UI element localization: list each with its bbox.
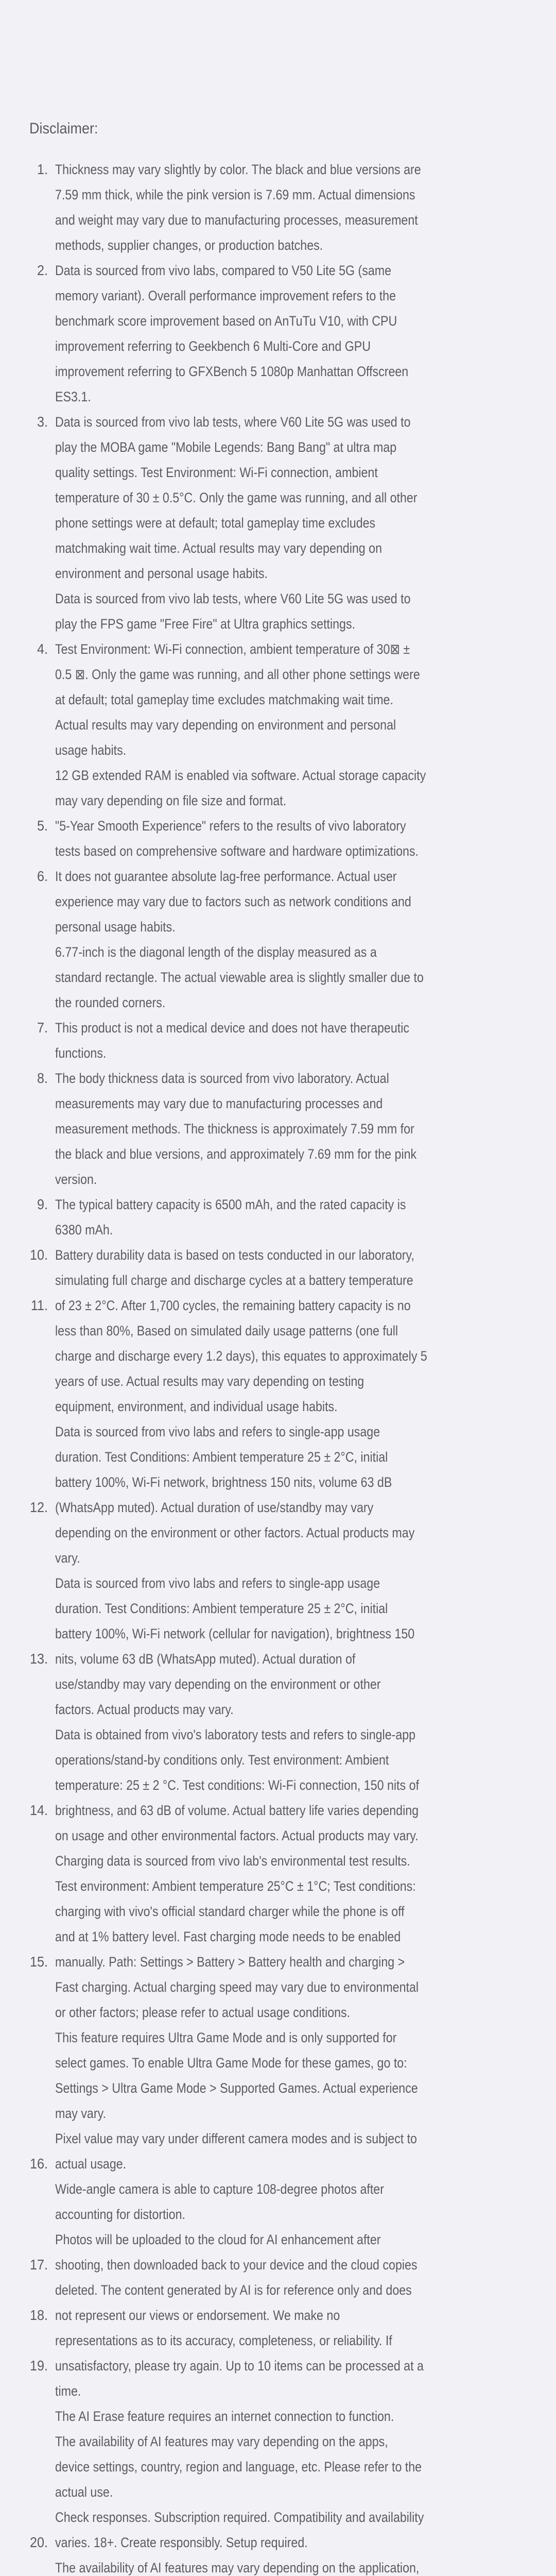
list-item-first-line: Data is sourced from vivo labs, compared to V50 Lite 5G (same xyxy=(55,263,392,278)
list-item-line: factors. Actual products may vary. xyxy=(55,1702,234,1717)
list-item-line: functions. xyxy=(55,1045,107,1061)
list-item-line: improvement referring to Geekbench 6 Multi-Core and GPU xyxy=(55,338,371,354)
list-item-first-line: shooting, then downloaded back to your device and the cloud copies xyxy=(55,2257,418,2273)
list-item-line: quality settings. Test Environment: Wi-Fi connection, ambient xyxy=(55,465,378,480)
list-item-line: time. xyxy=(55,2383,81,2399)
list-item-line: Charging data is sourced from vivo lab's environmental test results. xyxy=(55,1853,410,1869)
list-item-line: Wide-angle camera is able to capture 108-degree photos after xyxy=(55,2181,384,2197)
list-item-line: play the FPS game "Free Fire" at Ultra graphics settings. xyxy=(55,616,356,632)
list-item-line: personal usage habits. xyxy=(55,919,176,935)
list-item-number: 10. xyxy=(29,1247,48,1263)
list-item-first-line: Test Environment: Wi-Fi connection, ambient temperature of 30⊠ ± xyxy=(55,641,410,657)
list-item-first-line: actual usage. xyxy=(55,2156,127,2172)
list-item-line: memory variant). Overall performance improvement refers to the xyxy=(55,288,396,303)
list-item-line: the black and blue versions, and approximately 7.69 mm for the pink xyxy=(55,1146,417,1162)
list-item-line: operations/stand-by conditions only. Test environment: Ambient xyxy=(55,1752,389,1768)
list-item-first-line: (WhatsApp muted). Actual duration of use/standby may vary xyxy=(55,1500,374,1515)
list-item-line: Actual results may vary depending on environment and personal xyxy=(55,717,396,733)
list-item-number: 14. xyxy=(29,1802,48,1818)
list-item-number: 19. xyxy=(29,2358,48,2374)
list-item-line: Photos will be uploaded to the cloud for AI enhancement after xyxy=(55,2232,381,2247)
list-item-line: on usage and other environmental factors. Actual products may vary. xyxy=(55,1828,419,1843)
list-item-number: 4. xyxy=(37,641,48,657)
list-item-line: representations as to its accuracy, completeness, or reliability. If xyxy=(55,2333,392,2348)
list-item-line: simulating full charge and discharge cycles at a battery temperature xyxy=(55,1273,413,1288)
list-item-first-line: nits, volume 63 dB (WhatsApp muted). Actual duration of xyxy=(55,1651,356,1667)
list-item-line: and weight may vary due to manufacturing processes, measurement xyxy=(55,212,418,228)
list-item-line: Data is sourced from vivo lab tests, where V60 Lite 5G was used to xyxy=(55,591,411,606)
list-item-line: Data is obtained from vivo's laboratory tests and refers to single-app xyxy=(55,1727,416,1742)
list-item-number: 3. xyxy=(37,414,48,430)
list-item-first-line: varies. 18+. Create responsibly. Setup required. xyxy=(55,2535,308,2550)
list-item-line: duration. Test Conditions: Ambient temperature 25 ± 2°C, initial xyxy=(55,1601,388,1616)
list-item-line: 6380 mAh. xyxy=(55,1222,113,1238)
list-item-line: methods, supplier changes, or production batches. xyxy=(55,238,323,253)
list-item-line: Data is sourced from vivo labs and refers to single-app usage xyxy=(55,1575,380,1591)
list-item-number: 12. xyxy=(29,1499,48,1515)
list-item-number: 9. xyxy=(37,1196,48,1212)
list-item-line: duration. Test Conditions: Ambient temperature 25 ± 2°C, initial xyxy=(55,1449,388,1465)
list-item-number: 2. xyxy=(37,262,48,278)
list-item-number: 11. xyxy=(30,1297,48,1313)
list-item-line: 12 GB extended RAM is enabled via software. Actual storage capacity xyxy=(55,768,426,783)
list-item-line: and at 1% battery level. Fast charging mode needs to be enabled xyxy=(55,1929,401,1944)
list-item-line: equipment, environment, and individual usage habits. xyxy=(55,1399,338,1414)
list-item-line: Data is sourced from vivo labs and refers to single-app usage xyxy=(55,1424,380,1439)
list-item-line: standard rectangle. The actual viewable area is slightly smaller due to xyxy=(55,970,424,985)
list-item-line: 0.5 ⊠. Only the game was running, and all other phone settings were xyxy=(55,667,420,682)
list-item-line: may vary depending on file size and format. xyxy=(55,793,287,808)
list-item-line: the rounded corners. xyxy=(55,995,166,1010)
list-item-number: 6. xyxy=(37,868,48,884)
list-item-number: 1. xyxy=(37,161,48,177)
list-item-line: Pixel value may vary under different camera modes and is subject to xyxy=(55,2131,417,2146)
list-item-line: accounting for distortion. xyxy=(55,2207,185,2222)
list-item-first-line: Battery durability data is based on tests conducted in our laboratory, xyxy=(55,1247,414,1263)
list-item-first-line: Data is sourced from vivo lab tests, where V60 Lite 5G was used to xyxy=(55,414,411,430)
list-item-line: experience may vary due to factors such as network conditions and xyxy=(55,894,411,909)
list-item-line: The availability of AI features may vary depending on the application, xyxy=(55,2560,420,2575)
list-item-line: phone settings were at default; total gameplay time excludes xyxy=(55,515,376,531)
list-item-line: 7.59 mm thick, while the pink version is 7.69 mm. Actual dimensions xyxy=(55,187,415,202)
list-item-first-line: This product is not a medical device and does not have therapeutic xyxy=(55,1020,409,1036)
list-item-line: temperature of 30 ± 0.5°C. Only the game was running, and all other xyxy=(55,490,418,505)
list-item-first-line: brightness, and 63 dB of volume. Actual battery life varies depending xyxy=(55,1803,419,1818)
list-item-line: play the MOBA game "Mobile Legends: Bang Bang" at ultra map xyxy=(55,439,397,455)
list-item-first-line: The typical battery capacity is 6500 mAh, and the rated capacity is xyxy=(55,1197,406,1212)
list-item-line: usage habits. xyxy=(55,742,127,758)
list-item-first-line: It does not guarantee absolute lag-free performance. Actual user xyxy=(55,869,397,884)
list-item-line: The availability of AI features may vary depending on the apps, xyxy=(55,2434,388,2449)
list-item-line: version. xyxy=(55,1172,97,1187)
list-item-line: Fast charging. Actual charging speed may vary due to environmental xyxy=(55,1979,419,1995)
list-item-line: measurement methods. The thickness is approximately 7.59 mm for xyxy=(55,1121,414,1137)
list-item-number: 7. xyxy=(37,1020,48,1036)
list-item-line: actual use. xyxy=(55,2484,113,2500)
list-item-first-line: manually. Path: Settings > Battery > Battery health and charging > xyxy=(55,1954,405,1970)
list-item-line: This feature requires Ultra Game Mode and is only supported for xyxy=(55,2030,397,2045)
list-item-number: 13. xyxy=(29,1651,48,1667)
list-item-number: 20. xyxy=(29,2534,48,2550)
list-item-number: 17. xyxy=(29,2257,48,2273)
list-item-line: use/standby may vary depending on the environment or other xyxy=(55,1676,381,1692)
list-item-line: charge and discharge every 1.2 days), this equates to approximately 5 xyxy=(55,1348,427,1364)
list-item-number: 15. xyxy=(29,1954,48,1970)
list-item-line: vary. xyxy=(55,1550,80,1566)
list-item-line: improvement referring to GFXBench 5 1080p Manhattan Offscreen xyxy=(55,364,409,379)
list-item-first-line: of 23 ± 2°C. After 1,700 cycles, the remaining battery capacity is no xyxy=(55,1298,411,1313)
list-item-first-line: The body thickness data is sourced from vivo laboratory. Actual xyxy=(55,1071,389,1086)
list-item-first-line: not represent our views or endorsement. We make no xyxy=(55,2308,340,2323)
list-item-line: device settings, country, region and language, etc. Please refer to the xyxy=(55,2459,422,2475)
list-item-line: battery 100%, Wi-Fi network (cellular for navigation), brightness 150 xyxy=(55,1626,415,1641)
disclaimer-heading: Disclaimer: xyxy=(29,120,98,137)
list-item-number: 16. xyxy=(29,2156,48,2172)
list-item-line: deleted. The content generated by AI is for reference only and does xyxy=(55,2282,412,2298)
list-item-first-line: unsatisfactory, please try again. Up to 10 items can be processed at a xyxy=(55,2358,424,2374)
list-item-line: matchmaking wait time. Actual results may vary depending on xyxy=(55,540,382,556)
list-item-number: 8. xyxy=(37,1070,48,1086)
list-item-line: may vary. xyxy=(55,2106,106,2121)
list-item-line: select games. To enable Ultra Game Mode for these games, go to: xyxy=(55,2055,407,2071)
list-item-line: charging with vivo's official standard charger while the phone is off xyxy=(55,1904,405,1919)
list-item-line: tests based on comprehensive software and hardware optimizations. xyxy=(55,843,419,859)
list-item-first-line: Thickness may vary slightly by color. The black and blue versions are xyxy=(55,162,421,177)
list-item-number: 18. xyxy=(29,2307,48,2323)
list-item-line: environment and personal usage habits. xyxy=(55,566,268,581)
list-item-line: benchmark score improvement based on AnTuTu V10, with CPU xyxy=(55,313,397,329)
list-item-line: battery 100%, Wi-Fi network, brightness 150 nits, volume 63 dB xyxy=(55,1475,392,1490)
list-item-first-line: "5-Year Smooth Experience" refers to the results of vivo laboratory xyxy=(55,818,406,834)
list-item-number: 5. xyxy=(37,818,48,834)
list-item-line: Test environment: Ambient temperature 25°C ± 1°C; Test conditions: xyxy=(55,1878,416,1894)
list-item-line: Check responses. Subscription required. Compatibility and availability xyxy=(55,2510,424,2525)
list-item-line: depending on the environment or other factors. Actual products may xyxy=(55,1525,415,1540)
list-item-line: less than 80%, Based on simulated daily usage patterns (one full xyxy=(55,1323,398,1338)
list-item-line: temperature: 25 ± 2 °C. Test conditions: Wi-Fi connection, 150 nits of xyxy=(55,1777,419,1793)
list-item-line: ES3.1. xyxy=(55,389,91,404)
list-item-line: at default; total gameplay time excludes matchmaking wait time. xyxy=(55,692,393,707)
list-item-line: or other factors; please refer to actual usage conditions. xyxy=(55,2005,351,2020)
list-item-line: Settings > Ultra Game Mode > Supported Games. Actual experience xyxy=(55,2080,418,2096)
list-item-line: The AI Erase feature requires an internet connection to function. xyxy=(55,2409,394,2424)
list-item-line: measurements may vary due to manufacturing processes and xyxy=(55,1096,383,1111)
list-item-line: years of use. Actual results may vary depending on testing xyxy=(55,1374,364,1389)
list-item-line: 6.77-inch is the diagonal length of the display measured as a xyxy=(55,944,377,960)
